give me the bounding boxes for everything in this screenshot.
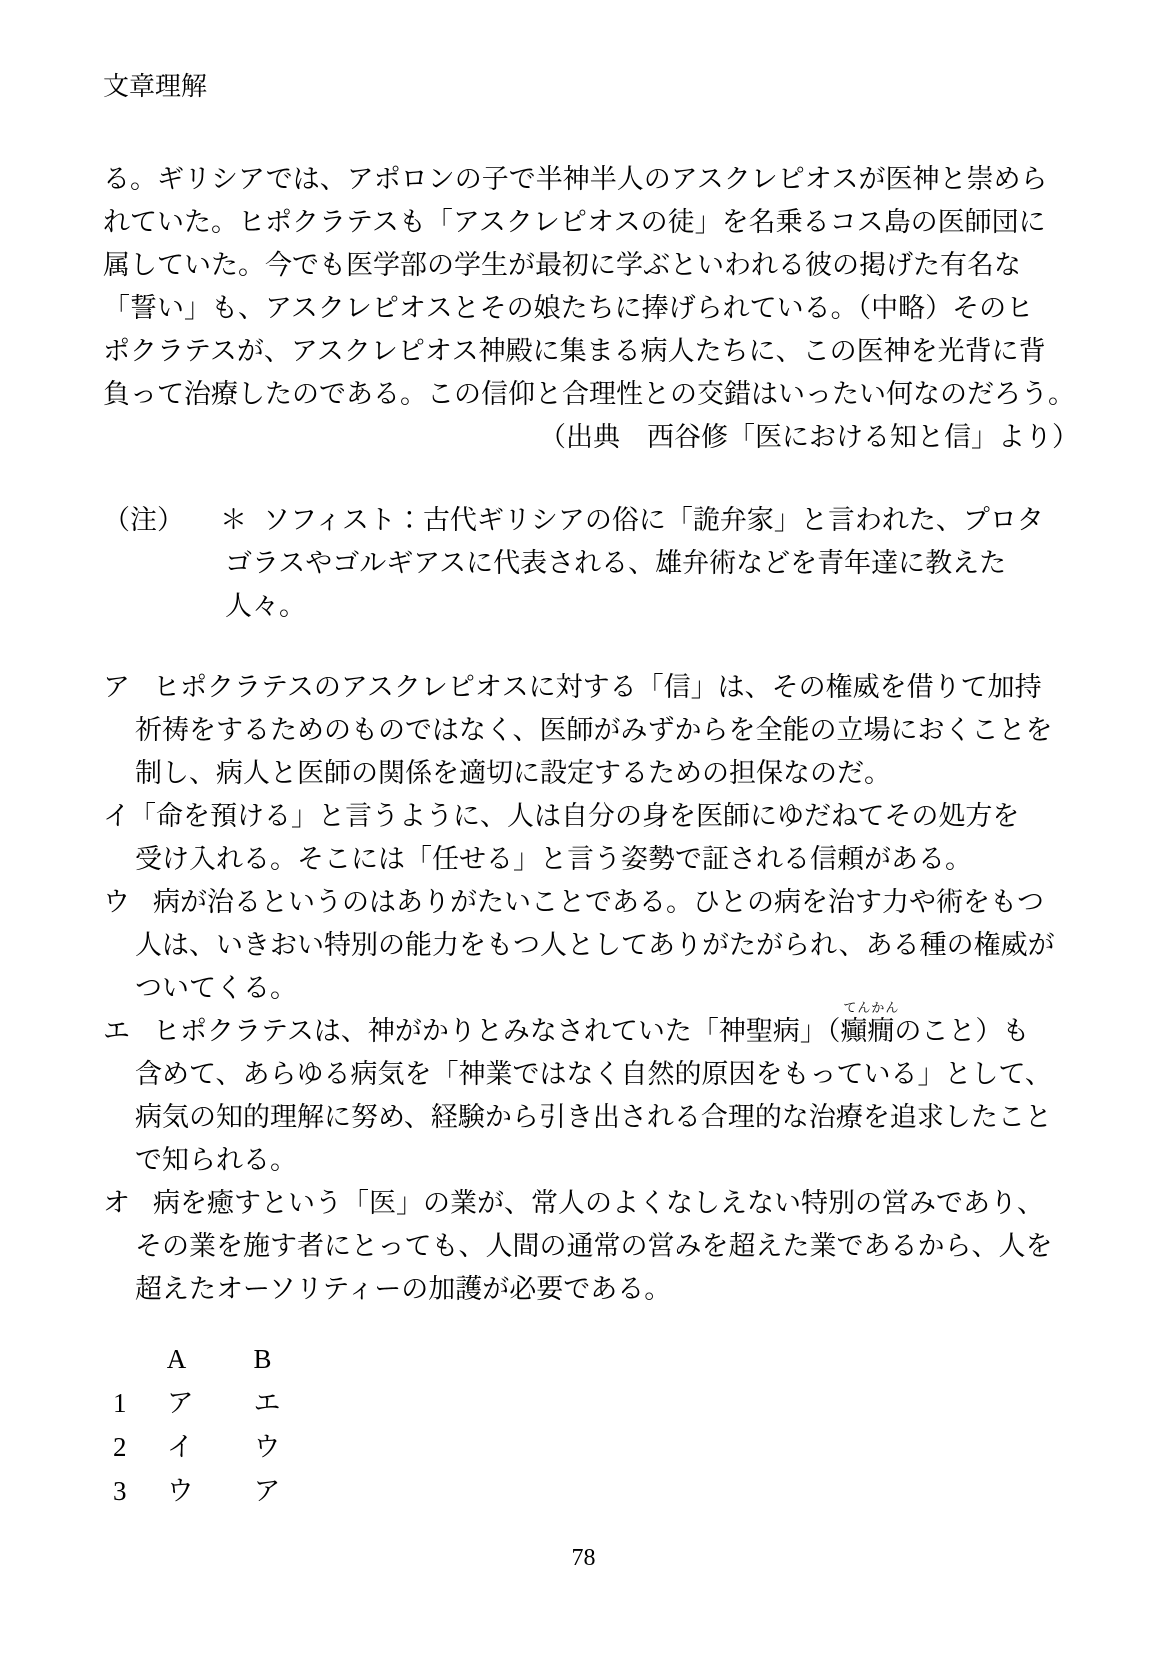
choice-label: エ <box>103 1016 130 1046</box>
option-cell-b: ウ <box>253 1432 281 1462</box>
choice-item-a <box>103 666 1079 795</box>
passage-line: 負って治療したのである。この信仰と合理性との交錯はいったい何なのだろう。 <box>103 379 1075 409</box>
footnote-line: ゴラスやゴルギアスに代表される、雄弁術などを青年達に教えた <box>225 548 1007 578</box>
choice-line <box>103 795 1079 838</box>
options-header-row <box>113 1337 1079 1381</box>
answer-options-table <box>103 1337 1079 1513</box>
option-number: 3 <box>113 1476 127 1506</box>
choice-line: その業を施す者にとっても、人間の通常の営みを超えた業であるから、人を <box>135 1231 1053 1261</box>
ruby-annotation: てんかん <box>843 1000 900 1015</box>
choice-line: ついてくる。 <box>135 973 297 1003</box>
asterisk-marker: ＊ <box>220 505 247 535</box>
page-title: 文章理解 <box>103 72 208 101</box>
option-cell-b: ア <box>253 1476 281 1506</box>
option-cell-a: ア <box>166 1388 194 1418</box>
ruby-base-text: 癲癇 <box>840 1016 895 1046</box>
choice-item-e <box>103 1000 1079 1182</box>
choice-item-u <box>103 881 1079 1010</box>
choice-list <box>103 666 1079 1311</box>
choice-line <box>103 881 1079 924</box>
choice-line <box>103 1000 1079 1053</box>
option-cell-a: ウ <box>166 1476 194 1506</box>
option-row <box>113 1425 1079 1469</box>
choice-label: オ <box>103 1188 130 1218</box>
choice-text: 病を癒すという「医」の業が、常人のよくなしえない特別の営みであり、 <box>153 1188 1044 1218</box>
choice-line: 祈祷をするためのものではなく、医師がみずからを全能の立場におくことを <box>135 715 1053 745</box>
choice-text: 病が治るというのはありがたいことである。ひとの病を治す力や術をもつ <box>153 887 1044 917</box>
footnote-text: ソフィスト：古代ギリシアの俗に「詭弁家」と言われた、プロタ <box>263 505 1044 535</box>
passage-line: ポクラテスが、アスクレピオス神殿に集まる病人たちに、この医神を光背に背 <box>103 336 1046 366</box>
choice-line <box>103 1182 1079 1225</box>
ruby-base <box>840 1000 900 1046</box>
choice-label: ウ <box>103 887 130 917</box>
column-header-b: B <box>253 1344 272 1374</box>
choice-text: 「命を預ける」と言うように、人は自分の身を医師にゆだねてその処方を <box>129 801 1020 831</box>
footnote-label: （注） <box>103 505 184 535</box>
source-attribution: （出典 西谷修「医における知と信」より） <box>539 422 1079 452</box>
choice-line: 受け入れる。そこには「任せる」と言う姿勢で証される信頼がある。 <box>135 844 972 874</box>
option-number: 2 <box>113 1432 127 1462</box>
page-number: 78 <box>571 1545 596 1571</box>
footnote <box>103 499 1079 628</box>
passage-line: る。ギリシアでは、アポロンの子で半神半人のアスクレピオスが医神と崇めら <box>103 164 1048 194</box>
choice-text <box>153 1000 1030 1053</box>
footnote-line <box>103 499 1079 542</box>
option-row <box>113 1469 1079 1513</box>
footnote-line: 人々。 <box>225 591 306 621</box>
choice-label: ア <box>103 672 130 702</box>
passage <box>103 158 1079 459</box>
passage-line: 属していた。今でも医学部の学生が最初に学ぶといわれる彼の掲げた有名な <box>103 250 1021 280</box>
choice-line: 人は、いきおい特別の能力をもつ人としてありがたがられ、ある種の権威が <box>135 930 1055 960</box>
choice-line: 制し、病人と医師の関係を適切に設定するための担保なのだ。 <box>135 758 891 788</box>
choice-line: 病気の知的理解に努め、経験から引き出される合理的な治療を追求したこと <box>135 1102 1052 1132</box>
column-header-a: A <box>166 1344 187 1374</box>
choice-line: 含めて、あらゆる病気を「神業ではなく自然的原因をもっている」として、 <box>135 1059 1052 1089</box>
choice-line: 超えたオーソリティーの加護が必要である。 <box>135 1274 672 1304</box>
option-row <box>113 1381 1079 1425</box>
ruby-post-text: のこと）も <box>894 1016 1030 1046</box>
option-cell-a: イ <box>166 1432 194 1462</box>
option-number: 1 <box>113 1388 127 1418</box>
passage-line: 「誓い」も、アスクレピオスとその娘たちに捧げられている。（中略）そのヒ <box>103 293 1034 323</box>
choice-label: イ <box>103 801 130 831</box>
choice-text: ヒポクラテスのアスクレピオスに対する「信」は、その権威を借りて加持 <box>153 672 1042 702</box>
choice-line <box>103 666 1079 709</box>
choice-line: で知られる。 <box>135 1145 297 1175</box>
ruby-pre-text: ヒポクラテスは、神がかりとみなされていた「神聖病」（ <box>153 1016 841 1046</box>
passage-line: れていた。ヒポクラテスも「アスクレピオスの徒」を名乗るコス島の医師団に <box>103 207 1046 237</box>
option-cell-b: エ <box>253 1388 281 1418</box>
choice-item-i <box>103 795 1079 881</box>
choice-item-o <box>103 1182 1079 1311</box>
